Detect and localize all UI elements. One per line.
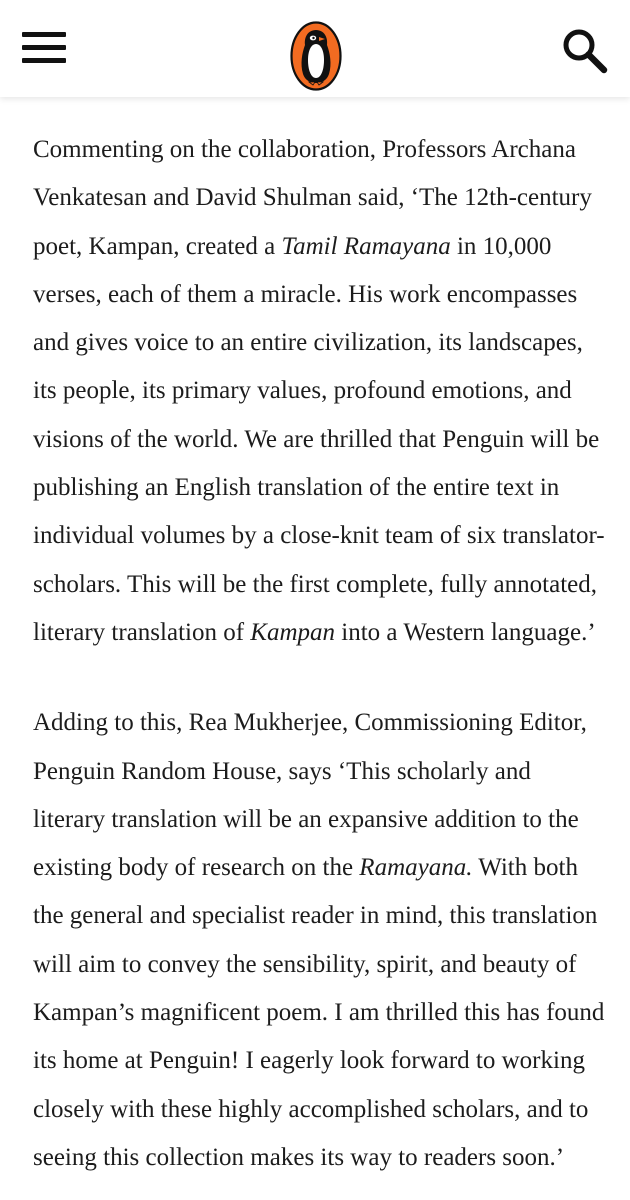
hamburger-menu-icon[interactable] <box>22 28 68 66</box>
article-paragraph <box>33 699 608 1182</box>
book-title-italic: Tamil Ramayana <box>281 232 451 260</box>
paragraph-text: into a Western language.’ <box>335 618 596 646</box>
paragraph-text: With both the general and specialist reader in mind, this translation will aim to convey the sensibility, spirit, and beauty of Kampan’s magnificent poem. I am thrilled this has found its home at Penguin! I eagerly look forward to working closely with these highly accomplished scholars, and to seeing this collection makes its way to readers soon.’ <box>33 854 605 1171</box>
search-icon[interactable] <box>560 26 610 76</box>
paragraph-text: Commenting on the collaboration, Professors Archana Venkatesan and David Shulman said, ‘The 12th-century poet, Kampan, created a <box>33 136 592 260</box>
menu-line <box>22 32 66 37</box>
article-body <box>33 126 608 1182</box>
paragraph-text: Adding to this, Rea Mukherjee, Commissioning Editor, Penguin Random House, says ‘This scholarly and literary translation will be an expansive addition to the existing body of research on the <box>33 709 587 882</box>
book-title-italic: Ramayana. <box>359 854 473 882</box>
penguin-logo-icon[interactable] <box>289 20 343 92</box>
site-header <box>0 0 630 97</box>
article-paragraph <box>33 126 608 657</box>
paragraph-text: in 10,000 verses, each of them a miracle. His work encompasses and gives voice to an entire civilization, its landscapes, its people, its primary values, profound emotions, and visions of the world. We are thrilled that Penguin will be publishing an English translation of the entire text in individual volumes by a close-knit team of six translator-scholars. This will be the first complete, fully annotated, literary translation of <box>33 232 605 646</box>
book-title-italic: Kampan <box>250 618 336 646</box>
menu-line <box>22 58 66 63</box>
menu-line <box>22 45 66 50</box>
